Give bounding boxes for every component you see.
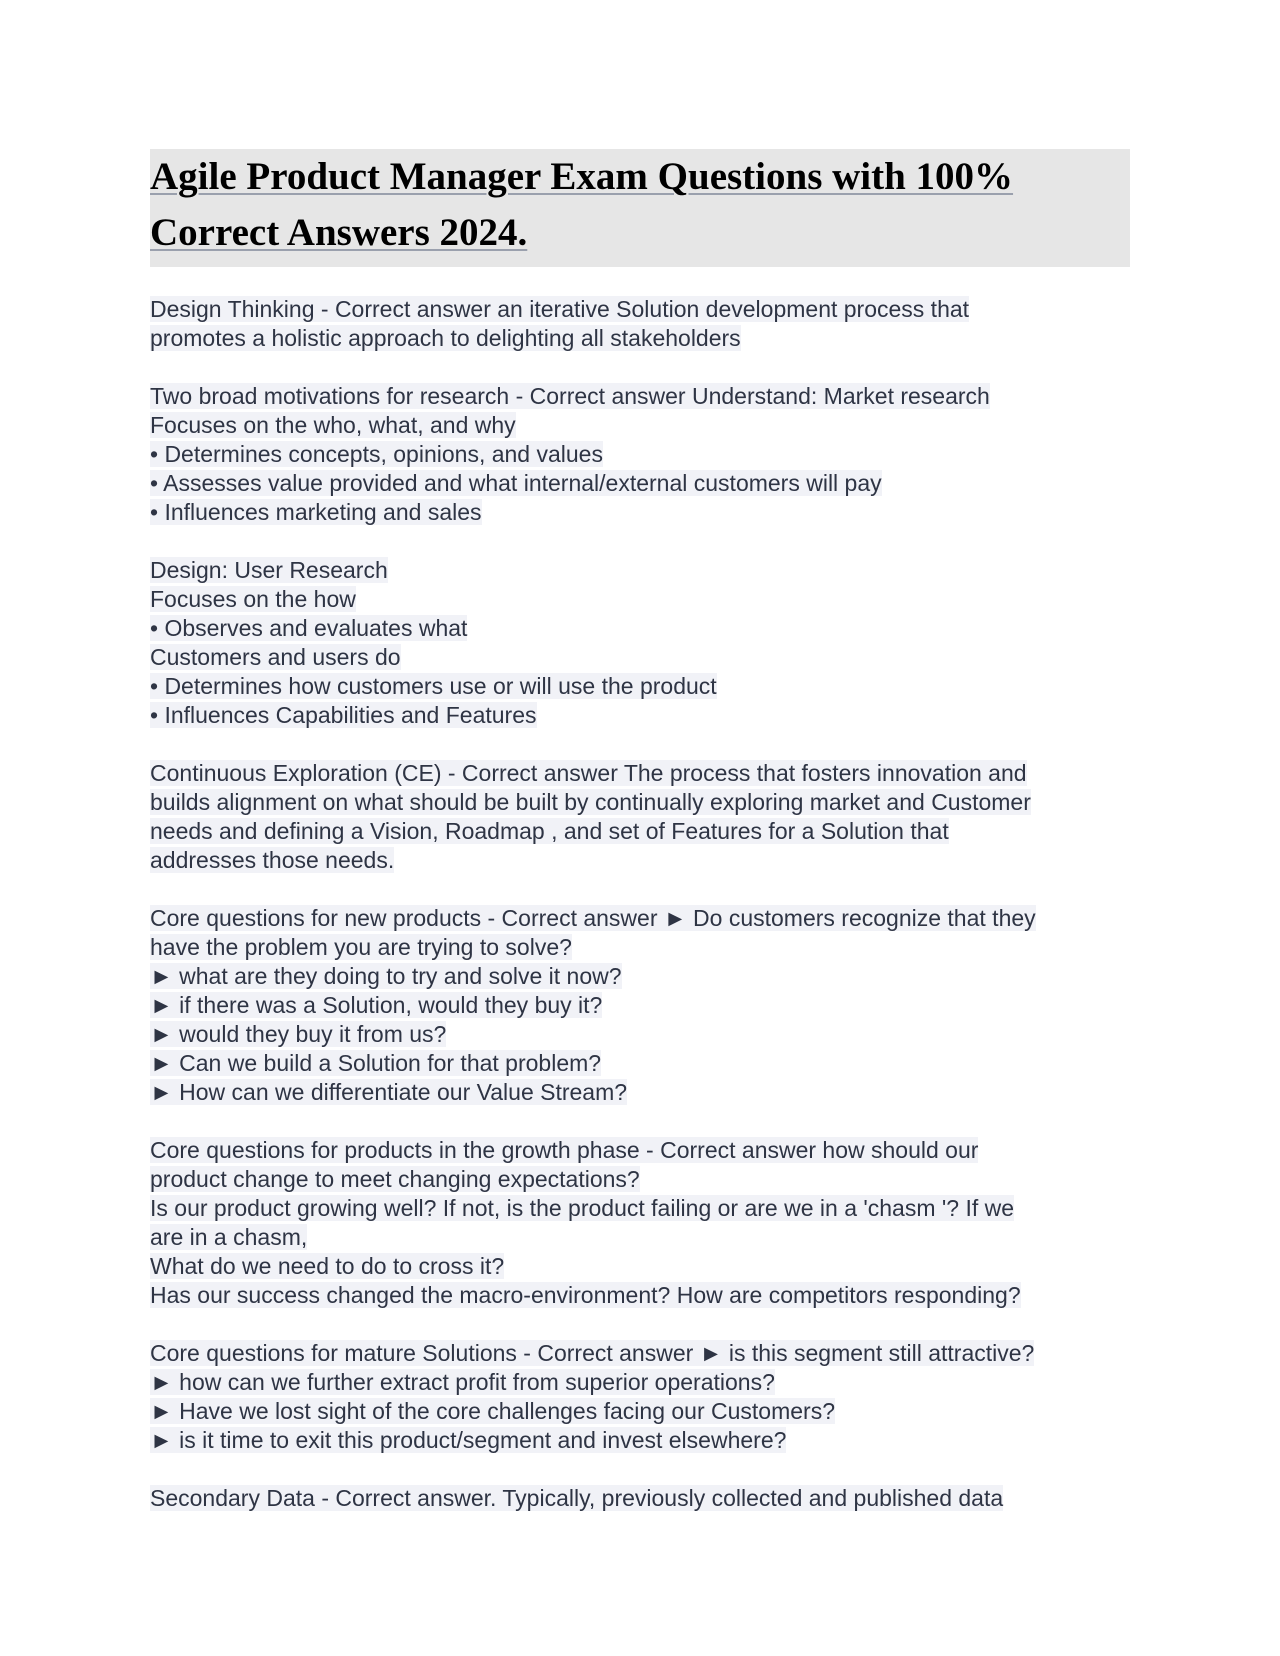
qa-entry [150, 556, 1130, 730]
text-line [150, 846, 1130, 875]
text-line-content: are in a chasm, [150, 1224, 308, 1250]
text-line-content: product change to meet changing expectations? [150, 1166, 640, 1192]
text-line [150, 1165, 1130, 1194]
text-line-content: Design: User Research [150, 557, 388, 583]
text-line [150, 1223, 1130, 1252]
text-line [150, 556, 1130, 585]
text-line-content: addresses those needs. [150, 847, 395, 873]
text-line-content: ► Have we lost sight of the core challenges facing our Customers? [150, 1398, 835, 1424]
text-line [150, 1252, 1130, 1281]
text-line-content: Focuses on the how [150, 586, 356, 612]
text-line [150, 382, 1130, 411]
text-line-content: Is our product growing well? If not, is the product failing or are we in a 'chasm '? If we [150, 1195, 1015, 1221]
text-line-content: Core questions for mature Solutions - Correct answer ► is this segment still attractive? [150, 1340, 1035, 1366]
text-line-content: builds alignment on what should be built by continually exploring market and Customer [150, 789, 1031, 815]
qa-entry [150, 382, 1130, 527]
text-line-content: Customers and users do [150, 644, 401, 670]
text-line-content: • Observes and evaluates what [150, 615, 468, 641]
text-line-content: Two broad motivations for research - Correct answer Understand: Market research [150, 383, 990, 409]
text-line [150, 904, 1130, 933]
text-line [150, 1426, 1130, 1455]
text-line [150, 411, 1130, 440]
text-line-content: ► how can we further extract profit from superior operations? [150, 1369, 775, 1395]
text-line [150, 1339, 1130, 1368]
text-line-content: • Assesses value provided and what internal/external customers will pay [150, 470, 882, 496]
qa-entry [150, 759, 1130, 875]
text-line [150, 440, 1130, 469]
text-line-content: ► if there was a Solution, would they buy it? [150, 992, 603, 1018]
title-line-1: Agile Product Manager Exam Questions with 100% [150, 155, 1014, 198]
text-line-content: • Determines concepts, opinions, and values [150, 441, 603, 467]
text-line-content: have the problem you are trying to solve? [150, 934, 572, 960]
text-line [150, 1020, 1130, 1049]
text-line [150, 1368, 1130, 1397]
text-line-content: Secondary Data - Correct answer. Typically, previously collected and published data [150, 1485, 1004, 1511]
text-line-content: ► Can we build a Solution for that problem? [150, 1050, 602, 1076]
text-line [150, 585, 1130, 614]
qa-entry [150, 1484, 1130, 1513]
text-line [150, 933, 1130, 962]
text-line-content: • Influences marketing and sales [150, 499, 482, 525]
text-line-content: • Influences Capabilities and Features [150, 702, 537, 728]
qa-entries [150, 295, 1130, 1513]
text-line-content: Continuous Exploration (CE) - Correct answer The process that fosters innovation and [150, 760, 1027, 786]
text-line-content: Has our success changed the macro-environment? How are competitors responding? [150, 1282, 1021, 1308]
text-line-content: promotes a holistic approach to delighting all stakeholders [150, 325, 741, 351]
text-line [150, 1397, 1130, 1426]
text-line-content: ► How can we differentiate our Value Stream? [150, 1079, 628, 1105]
text-line [150, 962, 1130, 991]
text-line [150, 1049, 1130, 1078]
text-line-content: ► is it time to exit this product/segment and invest elsewhere? [150, 1427, 787, 1453]
text-line [150, 788, 1130, 817]
text-line-content: ► what are they doing to try and solve it now? [150, 963, 622, 989]
text-line [150, 991, 1130, 1020]
text-line-content: ► would they buy it from us? [150, 1021, 447, 1047]
text-line-content: Design Thinking - Correct answer an iterative Solution development process that [150, 296, 970, 322]
text-line [150, 498, 1130, 527]
text-line [150, 701, 1130, 730]
text-line [150, 469, 1130, 498]
text-line [150, 1078, 1130, 1107]
qa-entry [150, 904, 1130, 1107]
text-line [150, 1136, 1130, 1165]
text-line-content: Focuses on the who, what, and why [150, 412, 516, 438]
document-page [150, 149, 1130, 1542]
text-line-content: Core questions for products in the growth phase - Correct answer how should our [150, 1137, 979, 1163]
text-line [150, 1484, 1130, 1513]
qa-entry [150, 1339, 1130, 1455]
text-line-content: needs and defining a Vision, Roadmap , and set of Features for a Solution that [150, 818, 949, 844]
qa-entry [150, 1136, 1130, 1310]
text-line [150, 643, 1130, 672]
qa-entry [150, 295, 1130, 353]
title-line-2: Correct Answers 2024. [150, 211, 528, 254]
text-line [150, 1194, 1130, 1223]
text-line-content: What do we need to do to cross it? [150, 1253, 505, 1279]
text-line [150, 672, 1130, 701]
text-line [150, 614, 1130, 643]
text-line [150, 324, 1130, 353]
text-line-content: Core questions for new products - Correct answer ► Do customers recognize that they [150, 905, 1036, 931]
document-title [150, 149, 1130, 267]
text-line-content: • Determines how customers use or will use the product [150, 673, 717, 699]
text-line [150, 817, 1130, 846]
text-line [150, 759, 1130, 788]
text-line [150, 295, 1130, 324]
text-line [150, 1281, 1130, 1310]
